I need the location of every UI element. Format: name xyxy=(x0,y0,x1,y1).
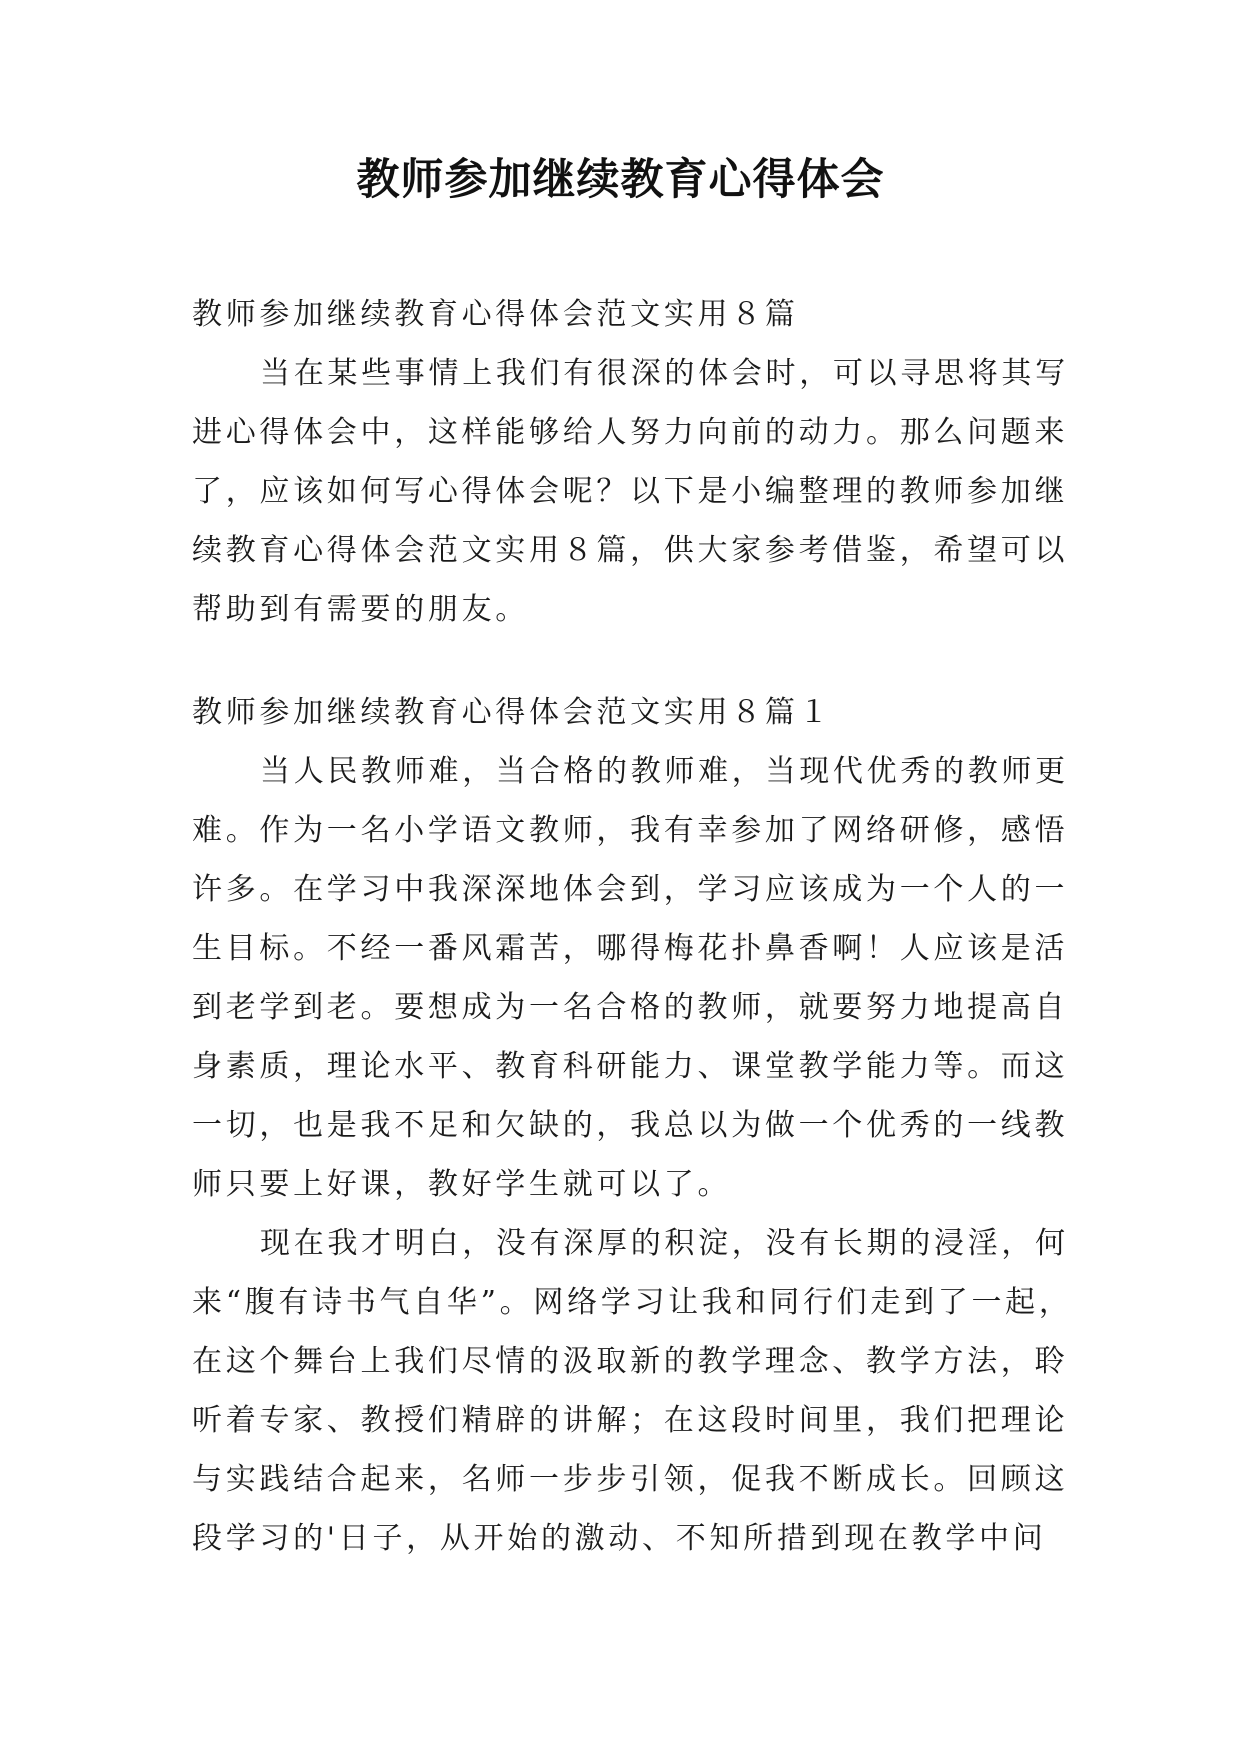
intro-paragraph xyxy=(192,344,1069,639)
paragraph-line: 当在某些事情上我们有很深的体会时，可以寻思将其写 xyxy=(260,356,1069,391)
paragraph-line: 一切，也是我不足和欠缺的，我总以为做一个优秀的一线教 xyxy=(192,1108,1069,1143)
paragraph-line: 与实践结合起来，名师一步步引领，促我不断成长。回顾这 xyxy=(192,1462,1069,1497)
paragraph-line: 帮助到有需要的朋友。 xyxy=(192,592,529,627)
paragraph-line: 续教育心得体会范文实用８篇，供大家参考借鉴，希望可以 xyxy=(192,533,1069,568)
paragraph-line: 身素质，理论水平、教育科研能力、课堂教学能力等。而这 xyxy=(192,1049,1069,1084)
paragraph-line: 现在我才明白，没有深厚的积淀，没有长期的浸淫，何 xyxy=(260,1226,1069,1261)
document-body xyxy=(192,285,1073,1568)
document-title: 教师参加继续教育心得体会 xyxy=(356,155,885,205)
paragraph-line: 难。作为一名小学语文教师，我有幸参加了网络研修，感悟 xyxy=(192,813,1069,848)
paragraph-line: 师只要上好课，教好学生就可以了。 xyxy=(192,1167,732,1202)
intro-heading: 教师参加继续教育心得体会范文实用８篇 xyxy=(192,297,799,332)
section-spacer xyxy=(192,639,1058,683)
paragraph-line: 许多。在学习中我深深地体会到，学习应该成为一个人的一 xyxy=(192,872,1069,907)
paragraph-line: 来“腹有诗书气自华”。网络学习让我和同行们走到了一起， xyxy=(192,1285,1073,1320)
paragraph-line: 段学习的'日子，从开始的激动、不知所措到现在教学中问 xyxy=(192,1521,1047,1556)
section-paragraph-2 xyxy=(192,1214,1073,1568)
paragraph-line: 听着专家、教授们精辟的讲解；在这段时间里，我们把理论 xyxy=(192,1403,1069,1438)
section-heading: 教师参加继续教育心得体会范文实用８篇１ xyxy=(192,695,833,730)
paragraph-line: 进心得体会中，这样能够给人努力向前的动力。那么问题来 xyxy=(192,415,1069,450)
paragraph-line: 了，应该如何写心得体会呢？以下是小编整理的教师参加继 xyxy=(192,474,1069,509)
paragraph-line: 当人民教师难，当合格的教师难，当现代优秀的教师更 xyxy=(260,754,1069,789)
paragraph-line: 生目标。不经一番风霜苦，哪得梅花扑鼻香啊！人应该是活 xyxy=(192,931,1069,966)
paragraph-line: 在这个舞台上我们尽情的汲取新的教学理念、教学方法，聆 xyxy=(192,1344,1069,1379)
paragraph-line: 到老学到老。要想成为一名合格的教师，就要努力地提高自 xyxy=(192,990,1069,1025)
section-paragraph-1 xyxy=(192,742,1069,1214)
